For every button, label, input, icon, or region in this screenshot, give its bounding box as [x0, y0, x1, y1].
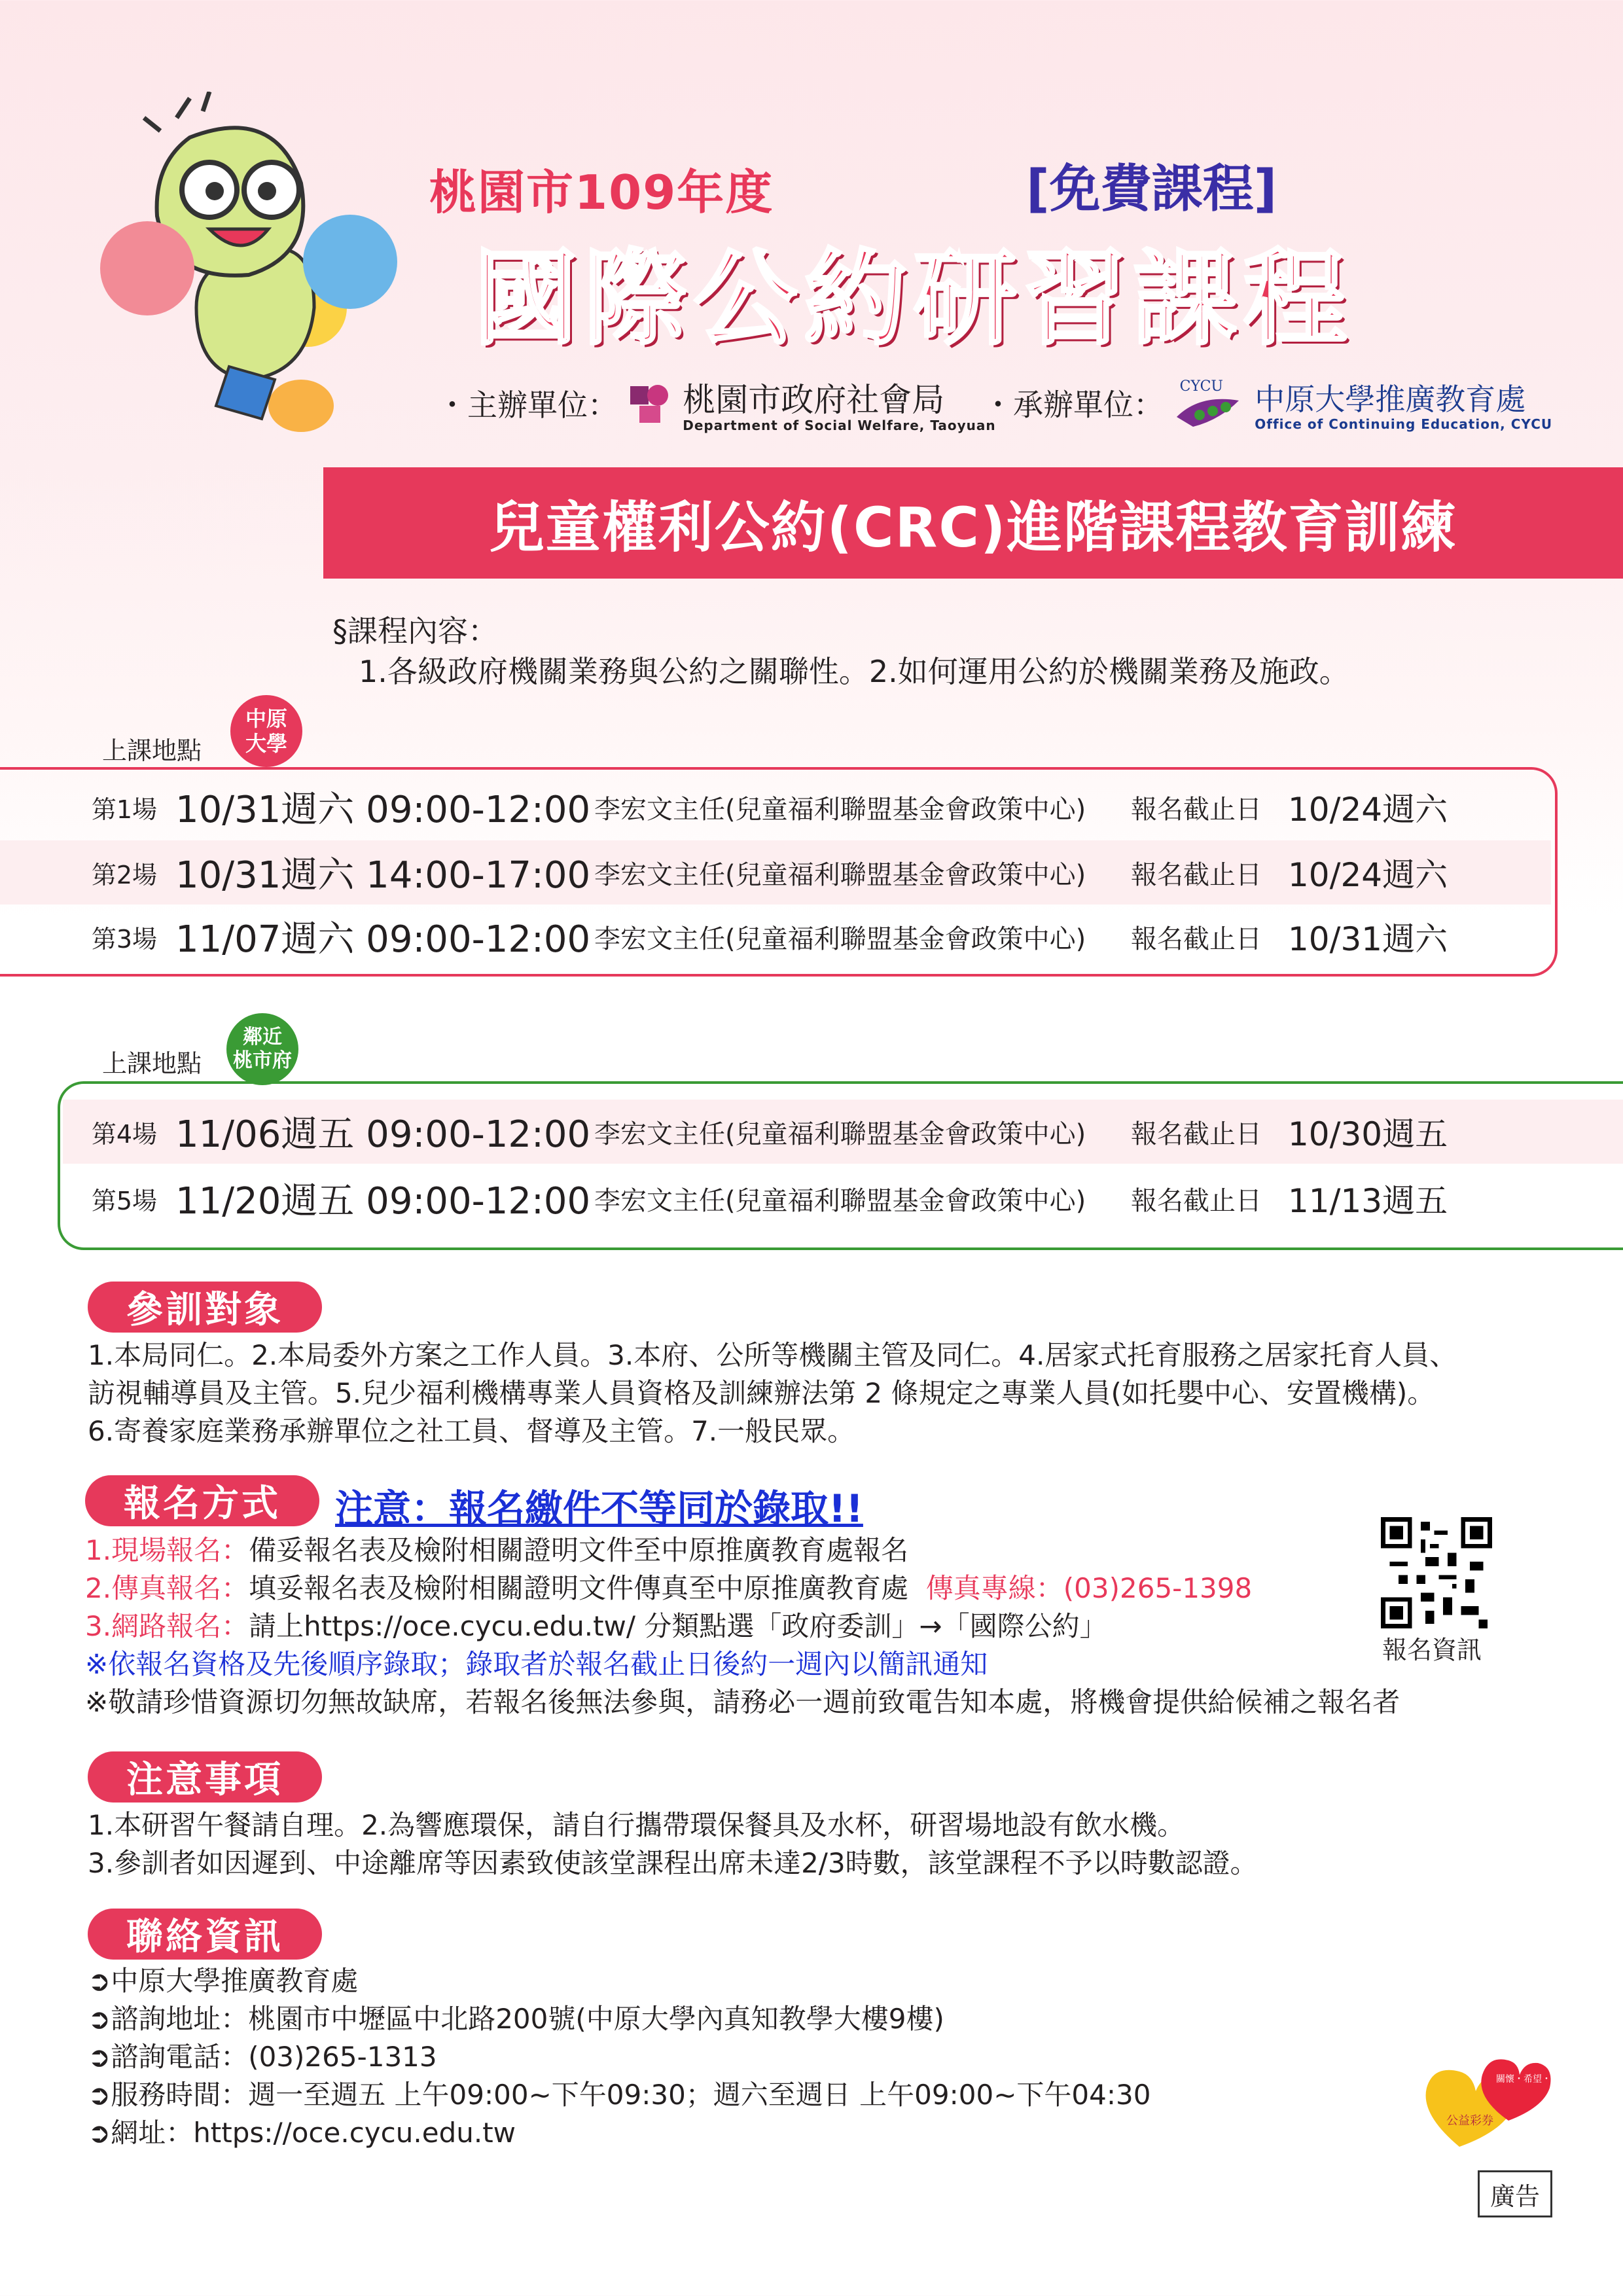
- contractor-line: [983, 378, 1553, 433]
- location-label-2: 上課地點: [102, 1049, 202, 1078]
- location-badge-cycu: 中原 大學: [230, 695, 302, 767]
- session-row: 第2場 10/31週六 14:00-17:00 李宏文主任(兒童福利聯盟基金會政策中心) 報名截止日 10/24週六: [91, 854, 1448, 897]
- registration-notice: 注意：報名繳件不等同於錄取!!: [335, 1486, 863, 1531]
- organizer-label: ・主辦單位：: [437, 387, 618, 423]
- notes-text: 1.本研習午餐請自理。2.為響應環保，請自行攜帶環保餐具及水杯，研習場地設有飲水機。 3.參訓者如因遲到、中途離席等因素致使該堂課程出席未達2/3時數，該堂課程不予以時數認證。: [88, 1809, 1258, 1879]
- session-row: 第5場 11/20週五 09:00-12:00 李宏文主任(兒童福利聯盟基金會政策中心) 報名截止日 11/13週五: [91, 1180, 1448, 1223]
- course-banner: 兒童權利公約(CRC)進階課程教育訓練: [323, 467, 1623, 579]
- mascot-illustration: [98, 92, 438, 432]
- selection-note: ※依報名資格及先後順序錄取；錄取者於報名截止日後約一週內以簡訊通知: [85, 1648, 988, 1680]
- year-title: 桃園市109年度: [429, 165, 774, 220]
- contact-line: ➲諮詢電話：(03)265-1313: [88, 2041, 437, 2073]
- attendance-note: ※敬請珍惜資源切勿無故缺席，若報名後無法參與，請務必一週前致電告知本處，將機會提供給候補之報名者: [85, 1686, 1400, 1718]
- qr-label: 報名資訊: [1382, 1636, 1482, 1664]
- registration-methods: [85, 1532, 1400, 1721]
- contact-line[interactable]: ➲網址：https://oce.cycu.edu.tw: [88, 2117, 516, 2149]
- contractor-label: ・承辦單位：: [983, 387, 1164, 423]
- session-row: 第4場 11/06週五 09:00-12:00 李宏文主任(兒童福利聯盟基金會政策中心) 報名截止日 10/30週五: [91, 1113, 1448, 1156]
- location-badge-city-hall: 鄰近 桃市府: [226, 1013, 298, 1085]
- organizer-english: Department of Social Welfare, Taoyuan: [683, 417, 996, 433]
- contractor-name: 中原大學推廣教育處: [1255, 382, 1526, 417]
- fax-number: 傳真專線：(03)265-1398: [925, 1572, 1253, 1604]
- participants-heading: 參訓對象: [88, 1282, 322, 1333]
- contact-line: ➲諮詢地址：桃園市中壢區中北路200號(中原大學內真知教學大樓9樓): [88, 2003, 944, 2035]
- contractor-short: CYCU: [1179, 378, 1223, 395]
- social-welfare-logo-icon: [628, 381, 673, 434]
- lottery-slogan: 關懷・希望・愛: [1496, 2074, 1560, 2085]
- qr-code-icon[interactable]: [1381, 1517, 1492, 1628]
- registration-method: 3.網路報名：請上https://oce.cycu.edu.tw/ 分類點選「政府委訓」→「國際公約」: [85, 1610, 1107, 1642]
- contact-heading: 聯絡資訊: [88, 1909, 322, 1960]
- participants-text: 1.本局同仁。2.本局委外方案之工作人員。3.本府、公所等機關主管及同仁。4.居家式托育服務之居家托育人員、 訪視輔導員及主管。5.兒少福利機構專業人員資格及訓練辦法第 2 條規定之專業人員(如托嬰中心、安置機構)。 6.寄養家庭業務承辦單位之社工員、督導及主管。7.一般民眾。: [88, 1339, 1457, 1447]
- heart-icon: [1420, 2049, 1558, 2160]
- lottery-logo: [1420, 2049, 1558, 2160]
- contact-text: [88, 1962, 1150, 2152]
- lottery-text: 公益彩券: [1446, 2114, 1493, 2128]
- course-content-body: 1.各級政府機關業務與公約之關聯性。2.如何運用公約於機關業務及施政。: [359, 654, 1349, 689]
- registration-method: 2.傳真報名：填妥報名表及檢附相關證明文件傳真至中原推廣教育處 傳真專線：(03)265-1398: [85, 1572, 1253, 1604]
- session-row: 第3場 11/07週六 09:00-12:00 李宏文主任(兒童福利聯盟基金會政策中心) 報名截止日 10/31週六: [91, 918, 1448, 961]
- session-row: 第1場 10/31週六 09:00-12:00 李宏文主任(兒童福利聯盟基金會政策中心) 報名截止日 10/24週六: [91, 789, 1448, 831]
- main-title: 國際公約研習課程: [474, 239, 1353, 359]
- ad-label: 廣告: [1478, 2170, 1552, 2217]
- contact-line: ➲中原大學推廣教育處: [88, 1965, 359, 1997]
- location-label-1: 上課地點: [102, 736, 202, 765]
- notes-heading: 注意事項: [88, 1751, 322, 1803]
- contractor-english: Office of Continuing Education, CYCU: [1255, 416, 1553, 432]
- contact-line: ➲服務時間：週一至週五 上午09:00~下午09:30；週六至週日 上午09:00~下午04:30: [88, 2079, 1151, 2111]
- cycu-logo-icon: [1173, 378, 1245, 433]
- free-course-tag: [免費課程]: [1026, 160, 1277, 219]
- organizer-line: [437, 381, 996, 434]
- registration-heading: 報名方式: [85, 1475, 319, 1526]
- organizer-name: 桃園市政府社會局: [683, 380, 945, 419]
- course-content-title: §課程內容：: [332, 613, 498, 649]
- registration-method: 1.現場報名：備妥報名表及檢附相關證明文件至中原推廣教育處報名: [85, 1534, 909, 1566]
